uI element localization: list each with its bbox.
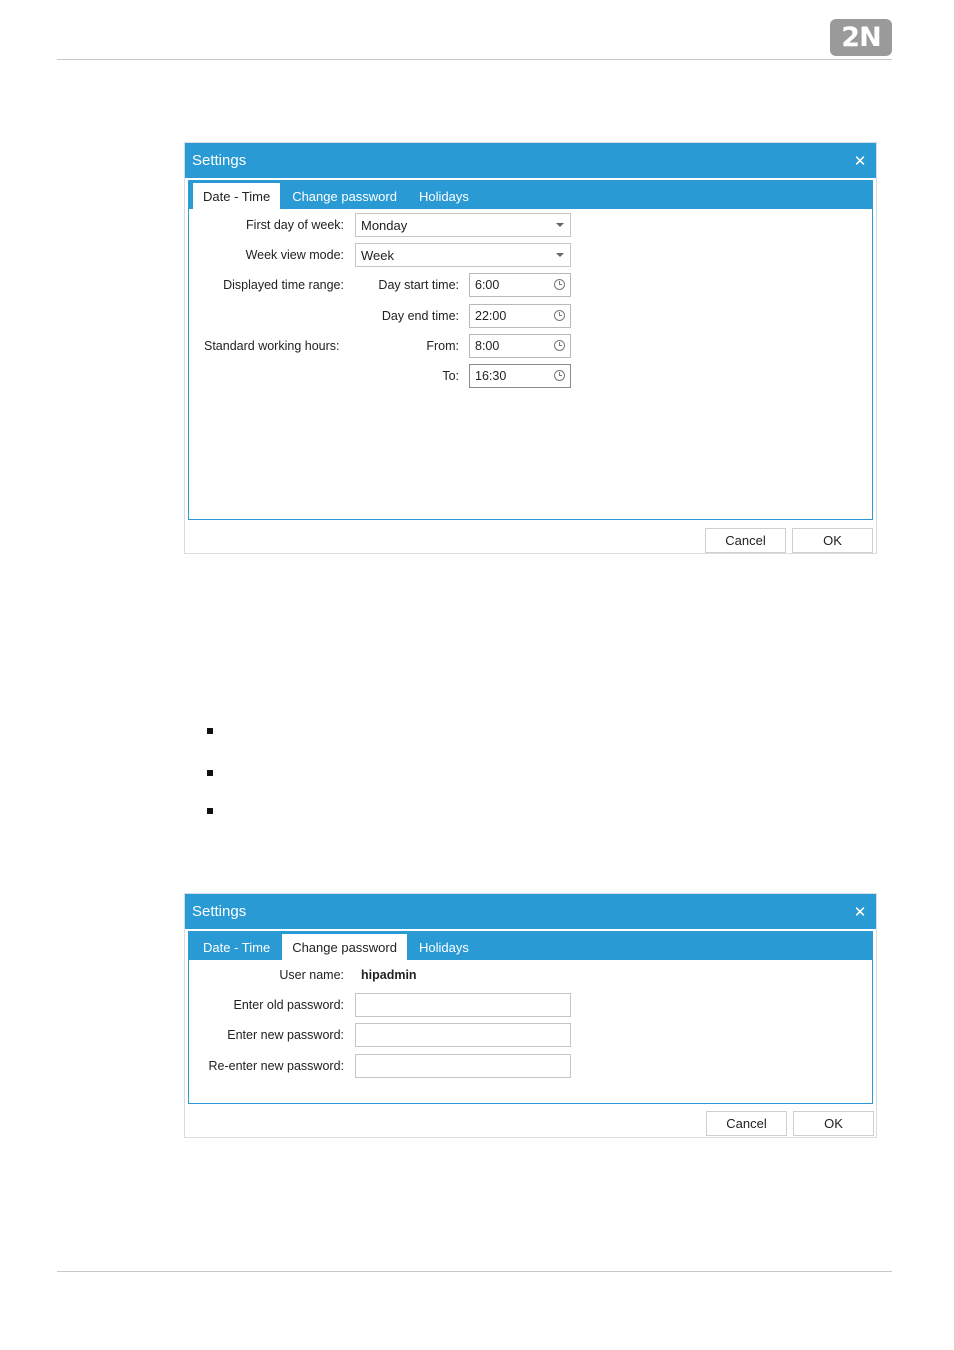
dialog-titlebar	[185, 143, 876, 178]
bullet-marker	[207, 728, 213, 734]
tab-holidays[interactable]: Holidays	[418, 939, 469, 955]
from-input[interactable]	[469, 334, 571, 358]
settings-dialog-date-time	[184, 142, 877, 554]
clock-icon[interactable]	[554, 279, 565, 290]
chevron-down-icon	[556, 223, 564, 227]
day-start-value: 6:00	[475, 278, 500, 292]
first-day-label: First day of week:	[246, 218, 344, 232]
first-day-select[interactable]	[355, 213, 571, 237]
from-value: 8:00	[475, 339, 500, 353]
dialog-footer	[185, 520, 876, 556]
old-password-field[interactable]	[355, 993, 571, 1017]
dialog-titlebar	[185, 894, 876, 929]
bullet-marker	[207, 770, 213, 776]
footer-divider	[57, 1271, 892, 1272]
dialog-footer	[185, 1104, 876, 1140]
dialog-title: Settings	[192, 152, 247, 169]
tab-change-password[interactable]: Change password	[282, 934, 407, 960]
ok-button[interactable]: OK	[793, 1111, 874, 1136]
time-range-label: Displayed time range:	[223, 278, 344, 292]
settings-dialog-change-password	[184, 893, 877, 1138]
cancel-button[interactable]: Cancel	[705, 528, 786, 553]
brand-logo	[830, 19, 892, 56]
logo-text: 2N	[841, 22, 881, 53]
working-hours-label: Standard working hours:	[204, 339, 340, 353]
tab-change-password[interactable]: Change password	[292, 188, 397, 204]
header-divider	[57, 59, 892, 60]
from-label: From:	[426, 339, 459, 353]
change-password-form	[189, 960, 872, 1103]
day-start-input[interactable]	[469, 273, 571, 297]
week-view-value: Week	[361, 247, 394, 263]
tab-bar	[189, 180, 872, 209]
username-label: User name:	[279, 968, 344, 982]
new-password-field[interactable]	[355, 1023, 571, 1047]
day-end-input[interactable]	[469, 304, 571, 328]
dialog-title: Settings	[192, 903, 247, 920]
tab-panel	[188, 931, 873, 1104]
day-start-label: Day start time:	[378, 278, 459, 292]
tab-date-time[interactable]: Date - Time	[203, 939, 271, 955]
bullet-marker	[207, 808, 213, 814]
tab-panel	[188, 180, 873, 520]
week-view-select[interactable]	[355, 243, 571, 267]
reenter-password-label: Re-enter new password:	[208, 1059, 344, 1073]
close-icon[interactable]: ✕	[853, 152, 867, 170]
to-label: To:	[442, 369, 459, 383]
first-day-value: Monday	[361, 217, 408, 233]
clock-icon[interactable]	[554, 370, 565, 381]
tab-date-time[interactable]: Date - Time	[193, 183, 280, 209]
ok-button[interactable]: OK	[792, 528, 873, 553]
clock-icon[interactable]	[554, 340, 565, 351]
cancel-button[interactable]: Cancel	[706, 1111, 787, 1136]
old-password-label: Enter old password:	[233, 998, 344, 1012]
reenter-password-field[interactable]	[355, 1054, 571, 1078]
tab-holidays[interactable]: Holidays	[418, 188, 469, 204]
close-icon[interactable]: ✕	[853, 903, 867, 921]
day-end-label: Day end time:	[381, 309, 459, 323]
date-time-form	[189, 209, 872, 519]
to-input[interactable]	[469, 364, 571, 388]
day-end-value: 22:00	[475, 309, 507, 323]
tab-bar	[189, 931, 872, 960]
week-view-label: Week view mode:	[245, 248, 344, 262]
new-password-label: Enter new password:	[227, 1028, 344, 1042]
clock-icon[interactable]	[554, 310, 565, 321]
username-value: hipadmin	[361, 968, 417, 982]
chevron-down-icon	[556, 253, 564, 257]
to-value: 16:30	[475, 369, 507, 383]
